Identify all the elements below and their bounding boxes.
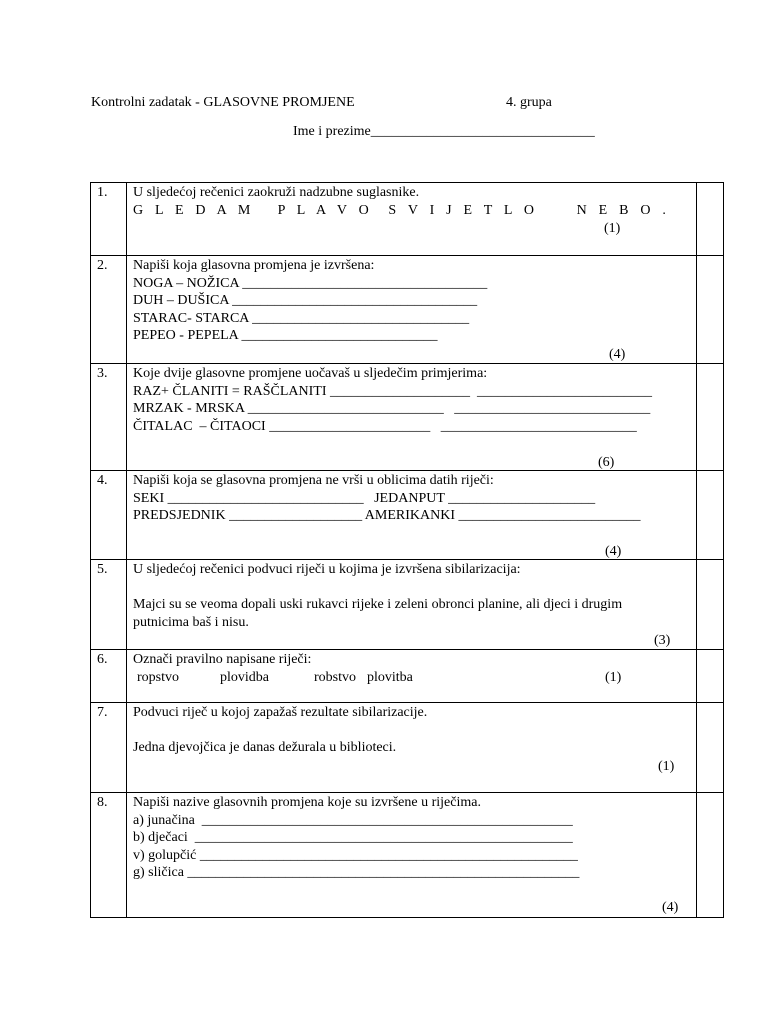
task-instruction: Označi pravilno napisane riječi:: [133, 652, 312, 667]
score-box[interactable]: [697, 650, 724, 703]
task-instruction: Koje dvije glasovne promjene uočavaš u sljedečim primjerima:: [133, 366, 488, 381]
task-sentence[interactable]: Jedna djevojčica je danas dežurala u biblioteci.: [133, 740, 397, 755]
answer-line[interactable]: v) golupčić ______________________________________________________: [133, 847, 578, 863]
name-line: ________________________________: [370, 124, 595, 139]
task-points: (4): [609, 347, 626, 362]
task-number: 7.: [97, 705, 108, 720]
answer-line[interactable]: a) junačina _____________________________________________________: [133, 812, 573, 828]
task-row: [91, 256, 724, 364]
task-instruction: Napiši nazive glasovnih promjena koje su izvršene u riječima.: [133, 795, 481, 810]
task-row: [91, 650, 724, 703]
task-number: 3.: [97, 366, 108, 381]
task-row: [91, 793, 724, 918]
tasks-table: [90, 182, 724, 918]
task-row: [91, 364, 724, 471]
task-sentence[interactable]: putnicima baš i nisu.: [133, 614, 249, 630]
word-option[interactable]: ropstvo: [137, 669, 179, 685]
score-box[interactable]: [697, 256, 724, 364]
score-box[interactable]: [697, 560, 724, 650]
answer-line[interactable]: MRZAK - MRSKA ____________________________ ____________________________: [133, 401, 651, 416]
task-number: 8.: [97, 795, 108, 810]
task-points: (1): [604, 221, 621, 236]
answer-line[interactable]: SEKI ____________________________ JEDANPUT _____________________: [133, 490, 596, 506]
task-sentence[interactable]: G L E D A M P L A V O S V I J E T L O N E B O .: [133, 202, 671, 218]
test-title: Kontrolni zadatak - GLASOVNE PROMJENE: [91, 95, 355, 110]
task-sentence[interactable]: Majci su se veoma dopali uski rukavci rijeke i zeleni obronci planine, ali djeci i drugim: [133, 597, 623, 612]
task-instruction: Napiši koja glasovna promjena je izvršena:: [133, 258, 375, 273]
answer-line[interactable]: ČITALAC – ČITAOCI _______________________ ____________________________: [133, 418, 637, 434]
score-box[interactable]: [697, 471, 724, 560]
task-number: 2.: [97, 258, 108, 273]
task-row: [91, 471, 724, 560]
score-box[interactable]: [697, 793, 724, 918]
word-option[interactable]: plovitba: [367, 669, 413, 685]
task-instruction: Napiši koja se glasovna promjena ne vrši u oblicima datih riječi:: [133, 473, 494, 488]
answer-line[interactable]: PEPEO - PEPELA ____________________________: [133, 328, 438, 343]
task-points: (6): [598, 455, 615, 470]
task-instruction: Podvuci riječ u kojoj zapažaš rezultate sibilarizacije.: [133, 705, 428, 720]
task-points: (4): [605, 544, 622, 559]
task-number: 4.: [97, 473, 108, 488]
task-instruction: U sljedećoj rečenici zaokruži nadzubne suglasnike.: [133, 185, 420, 200]
word-option[interactable]: robstvo: [314, 669, 356, 685]
score-box[interactable]: [697, 364, 724, 471]
task-number: 1.: [97, 185, 108, 200]
answer-line[interactable]: PREDSJEDNIK ___________________ AMERIKANKI __________________________: [133, 508, 641, 523]
task-row: [91, 703, 724, 793]
answer-line[interactable]: g) sličica ________________________________________________________: [133, 865, 580, 880]
task-points: (1): [658, 759, 675, 774]
group-label: 4. grupa: [506, 95, 552, 110]
answer-line[interactable]: RAZ+ ČLANITI = RAŠČLANITI ____________________ _________________________: [133, 383, 652, 399]
task-instruction: U sljedećoj rečenici podvuci riječi u kojima je izvršena sibilarizacija:: [133, 562, 521, 577]
task-row: [91, 183, 724, 256]
task-points: (4): [662, 900, 679, 915]
answer-line[interactable]: b) dječaci ______________________________________________________: [133, 830, 573, 845]
name-field[interactable]: [293, 123, 595, 140]
name-label: Ime i prezime: [293, 124, 371, 139]
task-row: [91, 560, 724, 650]
word-option[interactable]: plovidba: [220, 669, 269, 685]
score-box[interactable]: [697, 703, 724, 793]
task-points: (1): [605, 669, 622, 685]
score-box[interactable]: [697, 183, 724, 256]
task-points: (3): [654, 633, 671, 648]
answer-line[interactable]: NOGA – NOŽICA ___________________________________: [133, 275, 488, 291]
task-number: 6.: [97, 652, 108, 667]
answer-line[interactable]: STARAC- STARCA _______________________________: [133, 310, 470, 326]
answer-line[interactable]: DUH – DUŠICA ___________________________________: [133, 293, 478, 308]
task-number: 5.: [97, 562, 108, 577]
